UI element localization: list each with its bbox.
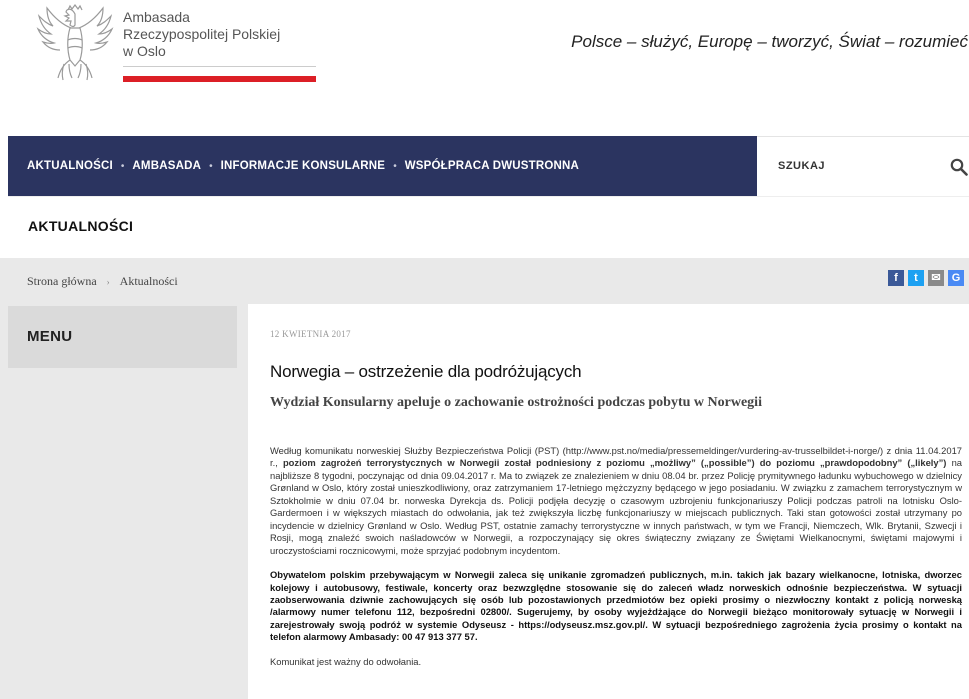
- mail-icon[interactable]: ✉: [928, 270, 944, 286]
- embassy-motto: Polsce – służyć, Europę – tworzyć, Świat – rozumieć: [571, 32, 968, 51]
- paragraph-highlight: poziom zagrożeń terrorystycznych w Norwegii został podniesiony z poziomu „możliwy” („possible”) do poziomu „prawdopodobny” („likely”): [282, 457, 947, 469]
- embassy-name-line-3: w Oslo: [123, 43, 166, 59]
- twitter-icon[interactable]: t: [908, 270, 924, 286]
- embassy-name-line-2: Rzeczypospolitej Polskiej: [123, 26, 281, 42]
- nav-separator: •: [209, 160, 213, 172]
- article-paragraph-2: Obywatelom polskim przebywającym w Norwegii zaleca się unikanie zgromadzeń publicznych, m.in. takich jak bazary wielkanocne, lotniska, dworzec kolejowy i autobusowy, festiwale, koncerty oraz bezwzględne stosowanie się do zaleceń władz norweskich odnośnie bezpieczeństwa. W sytuacji zaobserwowania dziwnie zachowujących się osób lub pozostawionych przedmiotów bez opieki prosimy o niezwłoczny kontakt z policją norweską /alarmowy numer telefonu 112, bezpośredni 02800/. Sugerujemy, by osoby wyjeżdżające do Norwegii bieżąco monitorowały sytuację w Norwegii i zarejestrowały swoją podróż w systemie Odyseusz - https://odyseusz.msz.gov.pl/. W sytuacji bezpośredniego zagrożenia życia prosimy o kontakt na telefon alarmowy Ambasady: 00 47 913 377 57.: [270, 569, 962, 643]
- article-lead: Wydział Konsularny apeluje o zachowanie ostrożności podczas pobytu w Norwegii: [270, 395, 762, 410]
- section-header: [8, 196, 969, 258]
- nav-separator: •: [393, 160, 397, 172]
- sidebar: [0, 304, 248, 699]
- site-header: [0, 0, 969, 136]
- nav-item-ambasada[interactable]: AMBASADA: [132, 160, 202, 172]
- section-title: AKTUALNOŚCI: [28, 218, 134, 234]
- nav-item-wspolpraca-dwustronna[interactable]: WSPÓŁPRACA DWUSTRONNA: [404, 160, 580, 172]
- article-title: Norwegia – ostrzeżenie dla podróżujących: [270, 362, 582, 381]
- menu-label: MENU: [27, 328, 73, 345]
- breadcrumb: [27, 274, 178, 289]
- header-divider-red: [123, 76, 316, 82]
- breadcrumb-separator: ›: [106, 276, 110, 287]
- article-body: [270, 445, 962, 680]
- breadcrumb-bar: [0, 258, 969, 304]
- main-navigation: [8, 136, 969, 196]
- nav-item-informacje-konsularne[interactable]: INFORMACJE KONSULARNE: [220, 160, 386, 172]
- search-box[interactable]: [757, 136, 969, 196]
- article-content: [248, 304, 969, 699]
- google-icon[interactable]: G: [948, 270, 964, 286]
- search-icon[interactable]: [950, 158, 968, 176]
- polish-eagle-emblem-icon[interactable]: [34, 4, 116, 84]
- article-paragraph-1: [270, 445, 962, 557]
- nav-menu: [8, 136, 579, 196]
- paragraph-text: Według komunikatu norweskiej Służby Bezpieczeństwa Policji (PST) (http://www.pst.no/media/pressemeldinger/vurdering-av-trusselbildet-i-norge/) z dnia 11.04.2017 r.,: [270, 445, 962, 469]
- search-label[interactable]: SZUKAJ: [778, 160, 826, 172]
- embassy-name[interactable]: [123, 9, 280, 60]
- header-divider-grey: [123, 66, 316, 67]
- breadcrumb-home[interactable]: Strona główna: [27, 274, 97, 288]
- article-date: 12 KWIETNIA 2017: [270, 329, 351, 339]
- embassy-name-line-1: Ambasada: [123, 9, 190, 25]
- facebook-icon[interactable]: f: [888, 270, 904, 286]
- share-buttons: [888, 270, 964, 286]
- paragraph-text: na najbliższe 8 tygodni, poczynając od dnia 09.04.2017 r. Ma to związek ze znalezieniem w dniu 08.04 br. przez Policję prymitywnego ładunku wybuchowego w dzielnicy Grønland w Oslo, który został unieszkodliwiony, oraz zatrzymaniem 17-letniego mężczyzny będącego w jego posiadaniu. W związku z zamachem terrorystycznym w Sztokholmie w dniu 07.04 br. norweska Dyrekcja ds. Policji podjęła decyzję o czasowym uzbrojeniu funkcjonariuszy Policji podczas patroli na lotnisku Oslo-Gardermoen i w większych miastach do odwołania, jak też zwiększyła liczbę funkcjonariuszy w miejscach publicznych. Taki stan gotowości został utrzymany po incydencie w dzielnicy Grønland w Oslo. Według PST, ostatnie zamachy terrorystyczne w innych państwach, w tym we Francji, Niemczech, Wlk. Brytanii, Szwecji i Rosji, mogą znaleźć swoich naśladowców w Norwegii, a rozpoczynający się okres świąteczny związany ze Świętami Wielkanocnymi, świętami majowymi i uroczystościami rocznicowymi, może sprzyjać podobnym incydentom.: [270, 457, 962, 556]
- article-paragraph-3: Komunikat jest ważny do odwołania.: [270, 655, 422, 667]
- nav-separator: •: [120, 160, 125, 172]
- nav-item-aktualnosci[interactable]: AKTUALNOŚCI: [27, 160, 113, 172]
- menu-button[interactable]: [8, 306, 237, 368]
- breadcrumb-current[interactable]: Aktualności: [119, 274, 178, 288]
